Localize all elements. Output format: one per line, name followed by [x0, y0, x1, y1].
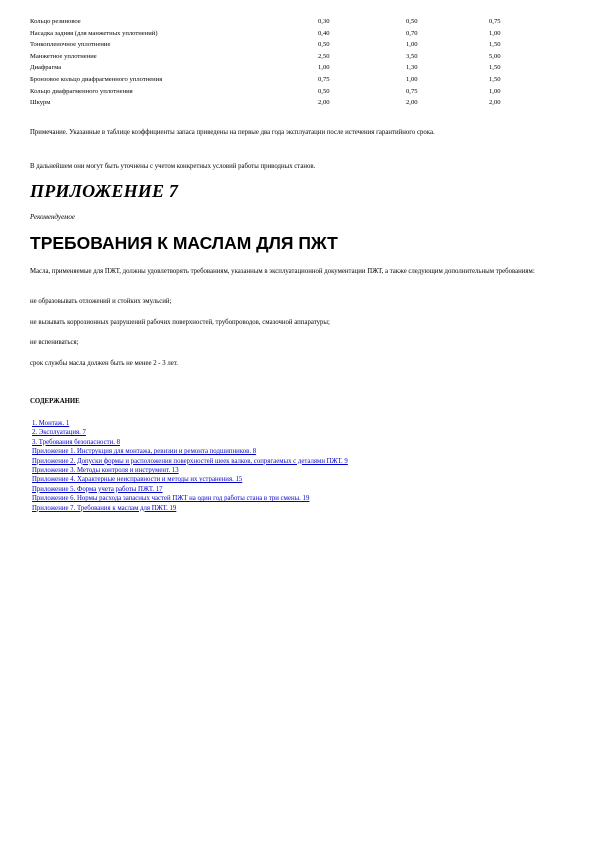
coef-value: 1,50: [489, 64, 501, 72]
toc-title: СОДЕРЖАНИЕ: [30, 398, 80, 405]
coef-value: 1,00: [489, 29, 501, 37]
coef-value: 0,75: [318, 75, 330, 83]
requirement-item: срок службы масла должен быть не менее 2 - 3 лет.: [30, 360, 178, 367]
coef-value: 2,00: [406, 99, 418, 107]
requirements-title: ТРЕБОВАНИЯ К МАСЛАМ ДЛЯ ПЖТ: [30, 233, 338, 253]
requirement-item: не вспениваться;: [30, 339, 79, 346]
toc-link[interactable]: 2. Эксплуатация. 7: [32, 429, 86, 437]
toc-item: [32, 447, 348, 456]
coef-value: 0,75: [406, 87, 418, 95]
toc-item: [32, 428, 348, 437]
coef-value: 1,50: [489, 41, 501, 49]
requirements-intro: Масла, применяемые для ПЖТ, должны удовлетворять требованиям, указанным в эксплуатационной документации ПЖТ, а также следующим дополнительным требованиям:: [30, 268, 535, 275]
row-name: Кольцо резиновое: [30, 18, 81, 25]
table-note: Примечание. Указанные в таблице коэффициенты запаса приведены на первые два года эксплуатации после истечения гарантийного срока.: [30, 129, 435, 136]
coef-value: 0,50: [406, 18, 418, 25]
coef-value: 0,70: [406, 29, 418, 37]
toc-link[interactable]: 3. Требования безопасности. 8: [32, 438, 121, 446]
coef-value: 0,30: [318, 18, 330, 25]
coef-value: 5,00: [489, 52, 501, 60]
appendix-status: Рекомендуемое: [30, 213, 75, 221]
coef-value: 0,40: [318, 29, 330, 37]
coef-value: 3,50: [406, 52, 418, 60]
table-row: [30, 86, 529, 98]
coef-value: 1,00: [318, 64, 330, 72]
coef-value: 1,30: [406, 64, 418, 72]
requirement-item: не образовывать отложений и стойких эмульсий;: [30, 298, 172, 305]
toc-item: [32, 485, 348, 494]
toc-link[interactable]: Приложение 7. Требования к маслам для ПЖТ. 19: [32, 504, 177, 512]
table-row: [30, 97, 529, 109]
toc-list: [32, 419, 348, 513]
coef-value: 0,50: [318, 41, 330, 49]
toc-item: [32, 504, 348, 513]
table-row: [30, 51, 529, 63]
requirement-item: не вызывать коррозионных разрушений рабочих поверхностей, трубопроводов, смазочной аппаратуры;: [30, 319, 330, 326]
table-row: [30, 62, 529, 74]
table-row: [30, 39, 529, 51]
row-name: Диафрагма: [30, 64, 62, 72]
toc-link[interactable]: Приложение 5. Форма учета работы ПЖТ. 17: [32, 485, 163, 493]
table-row: [30, 74, 529, 86]
coef-value: 2,00: [318, 99, 330, 107]
toc-item: [32, 438, 348, 447]
coef-value: 2,00: [489, 99, 501, 107]
row-name: Манжетное уплотнение: [30, 52, 97, 60]
coefficient-table: [30, 16, 529, 109]
row-name: Тонкопленочное уплотнение: [30, 41, 111, 49]
coef-value: 1,00: [406, 41, 418, 49]
coef-value: 1,50: [489, 75, 501, 83]
table-row: [30, 28, 529, 40]
coef-value: 0,50: [318, 87, 330, 95]
toc-link[interactable]: 1. Монтаж. 1: [32, 420, 70, 427]
row-name: Шкурм: [30, 99, 51, 107]
row-name: Бронзовое кольцо диафрагменного уплотнения: [30, 75, 163, 83]
toc-item: [32, 466, 348, 475]
toc-item: [32, 457, 348, 466]
toc-link[interactable]: Приложение 3. Методы контроля и инструмент. 13: [32, 467, 179, 475]
row-name: Насадка задняя (для манжетных уплотнений): [30, 29, 158, 37]
coef-value: 0,75: [489, 18, 501, 25]
toc-link[interactable]: Приложение 6. Нормы расхода запасных частей ПЖТ на один год работы стана в три смены. 19: [32, 495, 310, 503]
toc-item: [32, 494, 348, 503]
toc-item: [32, 419, 348, 428]
row-name: Кольцо диафрагменного уплотнения: [30, 87, 133, 95]
toc-item: [32, 475, 348, 484]
coef-value: 1,00: [489, 87, 501, 95]
appendix-title: ПРИЛОЖЕНИЕ 7: [30, 181, 179, 201]
coef-value: 1,00: [406, 75, 418, 83]
toc-link[interactable]: Приложение 1. Инструкция для монтажа, ревизии и ремонта подшипников. 8: [32, 448, 257, 456]
table-row: [30, 16, 529, 28]
toc-link[interactable]: Приложение 2. Допуски формы и расположения поверхностей шеек валков, сопрягаемых с деталями ПЖТ. 9: [32, 457, 348, 465]
coef-value: 2,50: [318, 52, 330, 60]
toc-link[interactable]: Приложение 4. Характерные неисправности и методы их устранения. 15: [32, 476, 243, 484]
table-note-continuation: В дальнейшем они могут быть уточнены с учетом конкретных условий работы приводных станов.: [30, 163, 316, 170]
